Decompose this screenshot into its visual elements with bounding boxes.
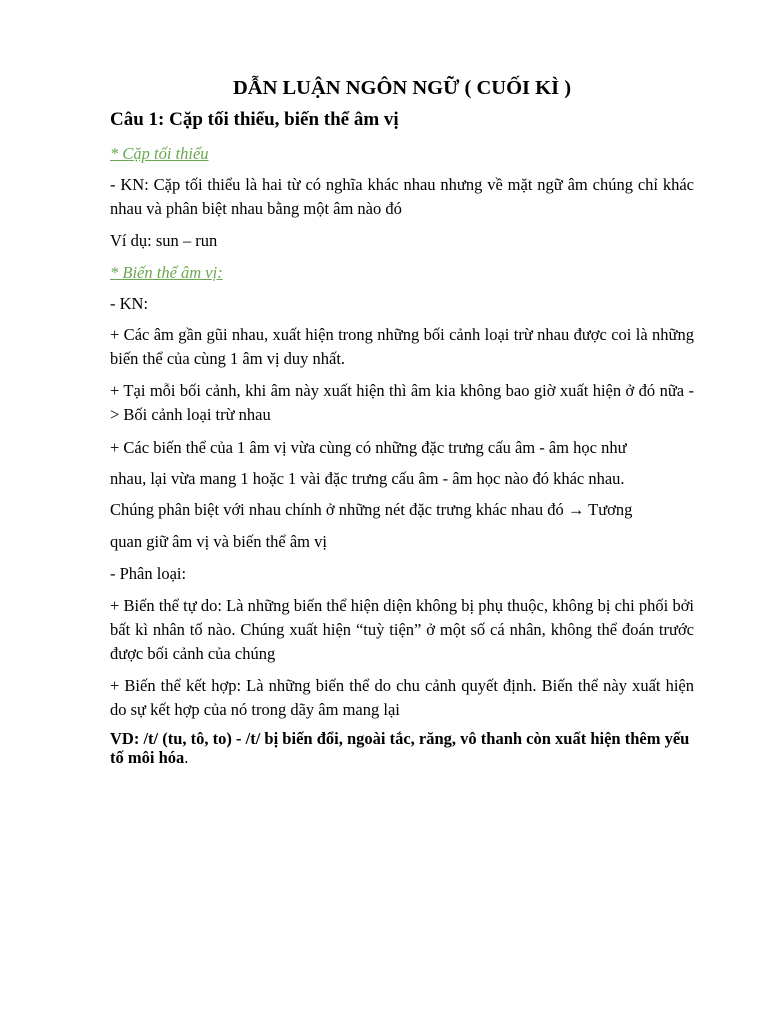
- example-bold-paragraph: [110, 729, 694, 767]
- allophone-point-2: + Tại mỗi bối cảnh, khi âm này xuất hiện thì âm kia không bao giờ xuất hiện ở đó nữa -> Bối cảnh loại trừ nhau: [110, 381, 694, 424]
- free-variant-paragraph: + Biến thể tự do: Là những biến thể hiện diện không bị phụ thuộc, không bị chi phối bởi bất kì nhân tố nào. Chúng xuất hiện “tuỳ tiện” ở một số cá nhân, không thể đoán trước được bối cảnh của chúng: [110, 596, 694, 663]
- example-line: Ví dụ: sun – run: [110, 231, 218, 250]
- question-heading: Câu 1: Cặp tối thiểu, biến thể âm vị: [110, 109, 399, 130]
- classification-label: - Phân loại:: [110, 564, 187, 583]
- document-title: DẪN LUẬN NGÔN NGỮ ( CUỐI KÌ ): [232, 77, 572, 99]
- min-pair-definition: - KN: Cặp tối thiểu là hai từ có nghĩa khác nhau nhưng về mặt ngữ âm chúng chỉ khác nhau và phân biệt nhau bằng một âm nào đó: [110, 175, 694, 218]
- section-heading-min-pair: [110, 142, 694, 166]
- allophone-point-3-line-3: Chúng phân biệt với nhau chính ở những nét đặc trưng khác nhau đó → Tương: [110, 500, 633, 519]
- allophone-point-3-line-2: nhau, lại vừa mang 1 hoặc 1 vài đặc trưng cấu âm - âm học nào đó khác nhau.: [110, 469, 625, 488]
- example-bold-text: VD: /t/ (tu, tô, to) - /t/ bị biến đổi, ngoài tắc, răng, vô thanh còn xuất hiện thêm yếu tố môi hóa: [110, 729, 690, 767]
- kn-label: - KN:: [110, 294, 149, 313]
- allophone-point-1: + Các âm gần gũi nhau, xuất hiện trong những bối cảnh loại trừ nhau được coi là những biến thể của cùng 1 âm vị duy nhất.: [110, 325, 694, 368]
- section-heading-min-pair-text: * Cặp tối thiểu: [110, 144, 209, 163]
- combinatory-variant-paragraph: + Biến thể kết hợp: Là những biến thể do chu cảnh quyết định. Biến thể này xuất hiện do sự kết hợp của nó trong dãy âm mang lại: [110, 676, 694, 719]
- section-heading-allophone: [110, 261, 694, 285]
- example-bold-period: .: [184, 748, 189, 767]
- allophone-point-3-line-1: + Các biến thể của 1 âm vị vừa cùng có những đặc trưng cấu âm - âm học như: [110, 438, 627, 457]
- allophone-point-3-line-4: quan giữ âm vị và biến thể âm vị: [110, 532, 327, 551]
- section-heading-allophone-text: * Biến thể âm vị:: [110, 263, 223, 282]
